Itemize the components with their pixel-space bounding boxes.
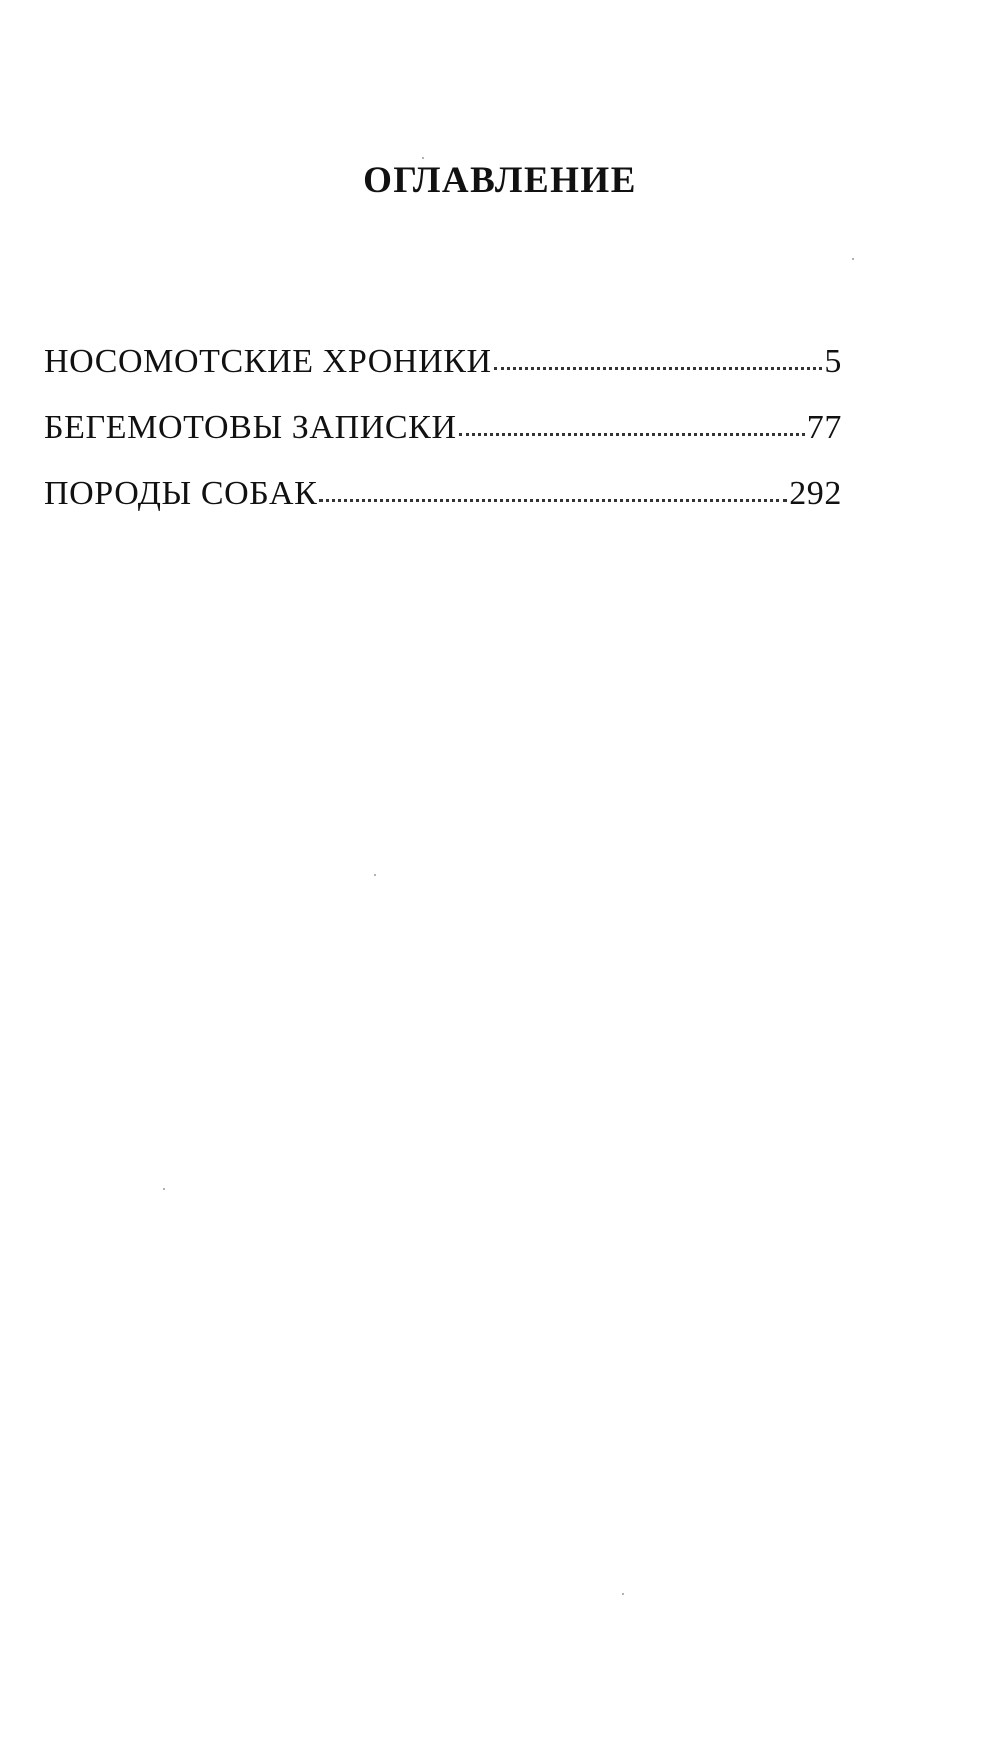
toc-entry-page-number: 77 <box>806 409 842 446</box>
scan-speck <box>422 157 424 159</box>
scan-speck <box>852 258 854 260</box>
toc-entry-page-number: 5 <box>824 343 842 380</box>
dot-leader <box>459 427 805 436</box>
scan-speck <box>374 874 376 876</box>
toc-list <box>44 345 842 543</box>
toc-entry-title: ПОРОДЫ СОБАК <box>44 475 318 512</box>
toc-entry-page-number: 292 <box>789 475 842 512</box>
toc-entry <box>44 411 842 477</box>
toc-entry <box>44 345 842 411</box>
toc-entry-title: БЕГЕМОТОВЫ ЗАПИСКИ <box>44 409 457 446</box>
dot-leader <box>319 493 787 502</box>
toc-heading: ОГЛАВЛЕНИЕ <box>363 160 637 201</box>
scan-speck <box>163 1188 165 1190</box>
toc-entry-title: НОСОМОТСКИЕ ХРОНИКИ <box>44 343 492 380</box>
dot-leader <box>494 361 823 370</box>
scan-speck <box>622 1593 624 1595</box>
toc-entry <box>44 477 842 543</box>
